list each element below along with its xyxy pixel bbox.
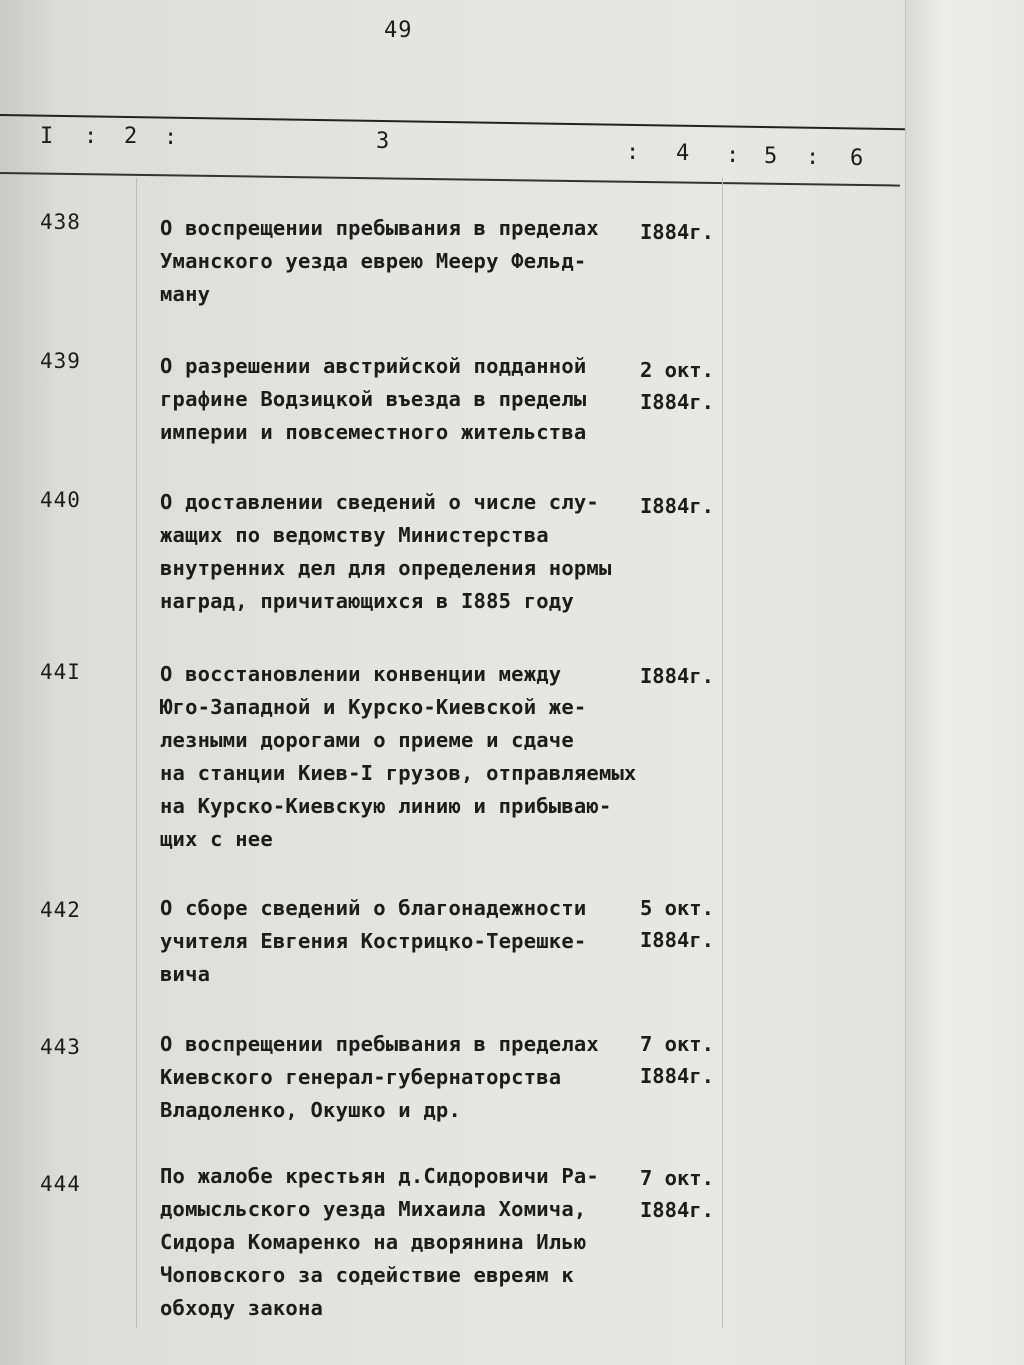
entry-description-442: О сборе сведений о благонадежности учителя Евгения Кострицко-Терешке- вича — [160, 896, 587, 986]
header-sep-3: : — [626, 140, 642, 165]
page-edge — [905, 0, 1024, 1365]
column-divider — [136, 178, 137, 1328]
header-col-6: 6 — [850, 146, 866, 171]
header-col-4: 4 — [676, 141, 692, 166]
entry-date-440: I884г. — [639, 494, 714, 518]
entry-number-440: 440 — [40, 488, 81, 512]
header-sep-1: : — [84, 124, 100, 149]
entry-date-439: 2 окт. I884г. — [639, 358, 714, 414]
page-number: 49 — [384, 18, 413, 43]
entry-number-444: 444 — [40, 1172, 81, 1196]
entry-date-441: I884г. — [639, 664, 714, 688]
header-col-1: I — [40, 124, 56, 149]
column-divider — [722, 178, 723, 1328]
entry-description-444: По жалобе крестьян д.Сидоровичи Ра- домысльского уезда Михаила Хомича, Сидора Комаренко на дворянина Илью Чоповского за содействие евреям к обходу закона — [160, 1164, 599, 1320]
header-col-5: 5 — [764, 144, 780, 169]
entry-description-439: О разрешении австрийской подданной графине Водзицкой въезда в пределы империи и повсеместного жительства — [160, 354, 587, 444]
entry-description-440: О доставлении сведений о числе слу- жащих по ведомству Министерства внутренних дел для определения нормы наград, причитающихся в I885 году — [160, 490, 612, 613]
entry-number-442: 442 — [40, 898, 81, 922]
entry-description-441: О восстановлении конвенции между Юго-Западной и Курско-Киевской же- лезными дорогами о приеме и сдаче на станции Киев-I грузов, отправляемых на Курско-Киевскую линию и прибываю- щих с нее — [160, 662, 637, 851]
header-sep-5: : — [806, 145, 822, 170]
entry-description-443: О воспрещении пребывания в пределах Киевского генерал-губернаторства Владоленко, Окушко и др. — [160, 1032, 599, 1122]
entry-date-438: I884г. — [639, 220, 714, 244]
entry-description-438: О воспрещении пребывания в пределах Уманского уезда еврею Мееру Фельд- ману — [160, 216, 599, 306]
entry-date-444: 7 окт. I884г. — [639, 1166, 714, 1222]
entry-number-441: 44I — [40, 660, 81, 684]
entry-number-443: 443 — [40, 1035, 81, 1059]
header-sep-4: : — [726, 143, 742, 168]
entry-date-443: 7 окт. I884г. — [639, 1032, 714, 1088]
header-col-2: 2 — [124, 124, 140, 149]
header-sep-2: : — [164, 125, 180, 150]
header-col-3: 3 — [376, 129, 392, 154]
header-rule-bottom — [0, 172, 900, 187]
entry-number-438: 438 — [40, 210, 81, 234]
entry-date-442: 5 окт. I884г. — [639, 896, 714, 952]
entry-number-439: 439 — [40, 349, 81, 373]
